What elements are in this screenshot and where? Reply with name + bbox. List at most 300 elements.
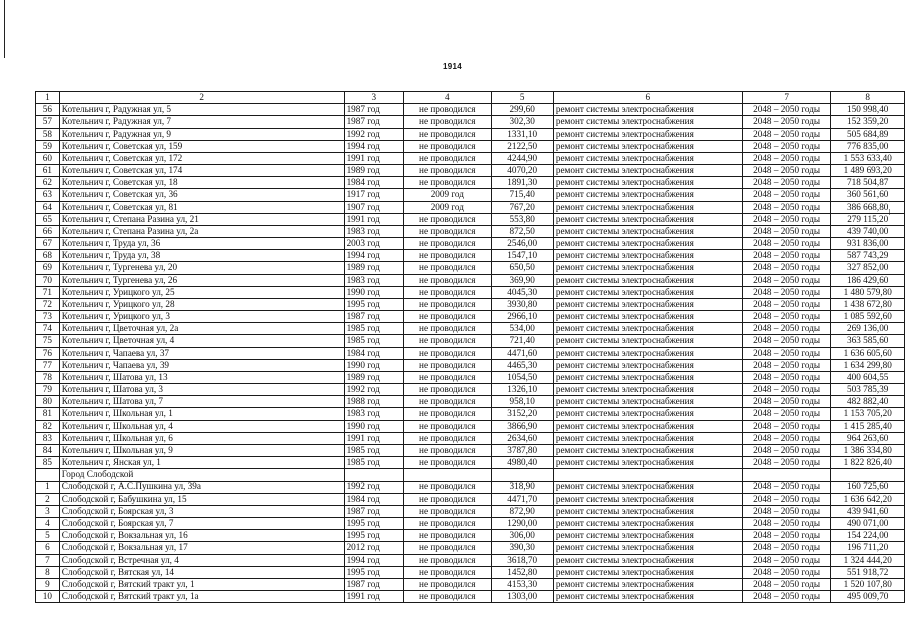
build-year-cell: 1990 год (344, 420, 404, 432)
last-repair-year-cell: не проводился (404, 359, 491, 371)
table-row (36, 140, 905, 152)
row-number-cell: 77 (36, 359, 60, 371)
column-number-row (36, 92, 905, 104)
table-row (36, 238, 905, 250)
area-cell: 4244,90 (491, 152, 553, 164)
build-year-cell: 1989 год (344, 262, 404, 274)
planned-period-cell: 2048 – 2050 годы (742, 286, 831, 298)
row-number-cell: 4 (36, 518, 60, 530)
planned-period-cell: 2048 – 2050 годы (742, 518, 831, 530)
row-number-cell: 3 (36, 505, 60, 517)
last-repair-year-cell: не проводился (404, 444, 491, 456)
planned-period-cell: 2048 – 2050 годы (742, 213, 831, 225)
work-type-cell: ремонт системы электроснабжения (553, 505, 742, 517)
cost-cell: 150 998,40 (831, 104, 905, 116)
planned-period-cell: 2048 – 2050 годы (742, 165, 831, 177)
planned-period-cell: 2048 – 2050 годы (742, 104, 831, 116)
last-repair-year-cell: не проводился (404, 323, 491, 335)
build-year-cell: 1983 год (344, 225, 404, 237)
last-repair-year-cell: не проводился (404, 335, 491, 347)
address-cell: Слободской г, Боярская ул, 3 (59, 505, 344, 517)
column-number-1: 1 (36, 92, 60, 104)
work-type-cell: ремонт системы электроснабжения (553, 274, 742, 286)
cost-cell: 152 359,20 (831, 116, 905, 128)
table-row (36, 152, 905, 164)
section-empty-cell (831, 469, 905, 481)
work-type-cell: ремонт системы электроснабжения (553, 262, 742, 274)
planned-period-cell: 2048 – 2050 годы (742, 189, 831, 201)
last-repair-year-cell: не проводился (404, 165, 491, 177)
table-row (36, 116, 905, 128)
row-number-cell: 64 (36, 201, 60, 213)
planned-period-cell: 2048 – 2050 годы (742, 578, 831, 590)
table-row (36, 274, 905, 286)
row-number-cell: 72 (36, 298, 60, 310)
row-number-cell: 80 (36, 396, 60, 408)
planned-period-cell: 2048 – 2050 годы (742, 505, 831, 517)
planned-period-cell: 2048 – 2050 годы (742, 250, 831, 262)
address-cell: Котельнич г, Урицкого ул, 28 (59, 298, 344, 310)
table-row (36, 359, 905, 371)
last-repair-year-cell: не проводился (404, 432, 491, 444)
column-number-7: 7 (742, 92, 831, 104)
build-year-cell: 1992 год (344, 384, 404, 396)
area-cell: 715,40 (491, 189, 553, 201)
last-repair-year-cell: не проводился (404, 128, 491, 140)
row-number-cell: 82 (36, 420, 60, 432)
row-number-cell: 58 (36, 128, 60, 140)
last-repair-year-cell: не проводился (404, 286, 491, 298)
address-cell: Слободской г, А.С.Пушкина ул, 39а (59, 481, 344, 493)
row-number-cell: 7 (36, 554, 60, 566)
work-type-cell: ремонт системы электроснабжения (553, 177, 742, 189)
address-cell: Котельнич г, Тургенева ул, 26 (59, 274, 344, 286)
cost-cell: 1 415 285,40 (831, 420, 905, 432)
table-body (36, 92, 905, 603)
work-type-cell: ремонт системы электроснабжения (553, 286, 742, 298)
section-empty-cell (344, 469, 404, 481)
work-type-cell: ремонт системы электроснабжения (553, 408, 742, 420)
last-repair-year-cell: не проводился (404, 347, 491, 359)
work-type-cell: ремонт системы электроснабжения (553, 518, 742, 530)
cost-cell: 1 634 299,80 (831, 359, 905, 371)
cost-cell: 587 743,29 (831, 250, 905, 262)
cost-cell: 154 224,00 (831, 530, 905, 542)
build-year-cell: 1985 год (344, 457, 404, 469)
area-cell: 4471,70 (491, 493, 553, 505)
column-number-5: 5 (491, 92, 553, 104)
row-number-cell: 56 (36, 104, 60, 116)
address-cell: Котельнич г, Шатова ул, 13 (59, 371, 344, 383)
cost-cell: 269 136,00 (831, 323, 905, 335)
area-cell: 2634,60 (491, 432, 553, 444)
address-cell: Котельнич г, Школьная ул, 6 (59, 432, 344, 444)
row-number-cell: 66 (36, 225, 60, 237)
build-year-cell: 1983 год (344, 274, 404, 286)
area-cell: 1452,80 (491, 566, 553, 578)
row-number-cell: 69 (36, 262, 60, 274)
last-repair-year-cell: 2009 год (404, 201, 491, 213)
area-cell: 1331,10 (491, 128, 553, 140)
row-number-cell: 2 (36, 493, 60, 505)
work-type-cell: ремонт системы электроснабжения (553, 116, 742, 128)
area-cell: 302,30 (491, 116, 553, 128)
last-repair-year-cell: не проводился (404, 213, 491, 225)
row-number-cell: 62 (36, 177, 60, 189)
table-row (36, 505, 905, 517)
row-number-cell: 61 (36, 165, 60, 177)
table-row (36, 250, 905, 262)
section-empty-cell (404, 469, 491, 481)
cost-cell: 482 882,40 (831, 396, 905, 408)
cost-cell: 1 153 705,20 (831, 408, 905, 420)
planned-period-cell: 2048 – 2050 годы (742, 323, 831, 335)
table-row (36, 554, 905, 566)
last-repair-year-cell: не проводился (404, 371, 491, 383)
build-year-cell: 1983 год (344, 408, 404, 420)
area-cell: 872,50 (491, 225, 553, 237)
planned-period-cell: 2048 – 2050 годы (742, 554, 831, 566)
table-row (36, 213, 905, 225)
column-number-3: 3 (344, 92, 404, 104)
planned-period-cell: 2048 – 2050 годы (742, 371, 831, 383)
address-cell: Котельнич г, Тургенева ул, 20 (59, 262, 344, 274)
cost-cell: 439 941,60 (831, 505, 905, 517)
build-year-cell: 1984 год (344, 347, 404, 359)
area-cell: 4153,30 (491, 578, 553, 590)
address-cell: Котельнич г, Советская ул, 159 (59, 140, 344, 152)
area-cell: 1054,50 (491, 371, 553, 383)
last-repair-year-cell: не проводился (404, 457, 491, 469)
address-cell: Котельнич г, Советская ул, 81 (59, 201, 344, 213)
address-cell: Слободской г, Вятский тракт ул, 1 (59, 578, 344, 590)
area-cell: 369,90 (491, 274, 553, 286)
table-row (36, 384, 905, 396)
row-number-cell: 85 (36, 457, 60, 469)
page-number: 1914 (443, 62, 462, 71)
row-number-cell: 81 (36, 408, 60, 420)
work-type-cell: ремонт системы электроснабжения (553, 225, 742, 237)
cost-cell: 964 263,60 (831, 432, 905, 444)
cost-cell: 551 918,72 (831, 566, 905, 578)
address-cell: Слободской г, Вокзальная ул, 16 (59, 530, 344, 542)
area-cell: 1326,10 (491, 384, 553, 396)
build-year-cell: 1987 год (344, 505, 404, 517)
area-cell: 872,90 (491, 505, 553, 517)
work-type-cell: ремонт системы электроснабжения (553, 591, 742, 603)
work-type-cell: ремонт системы электроснабжения (553, 554, 742, 566)
address-cell: Котельнич г, Степана Разина ул, 21 (59, 213, 344, 225)
address-cell: Котельнич г, Цветочная ул, 4 (59, 335, 344, 347)
work-type-cell: ремонт системы электроснабжения (553, 189, 742, 201)
build-year-cell: 1985 год (344, 335, 404, 347)
last-repair-year-cell: не проводился (404, 238, 491, 250)
build-year-cell: 1987 год (344, 116, 404, 128)
table-row (36, 481, 905, 493)
table-row (36, 566, 905, 578)
area-cell: 721,40 (491, 335, 553, 347)
table-row (36, 518, 905, 530)
address-cell: Котельнич г, Советская ул, 36 (59, 189, 344, 201)
table-row (36, 311, 905, 323)
work-type-cell: ремонт системы электроснабжения (553, 238, 742, 250)
cost-cell: 1 553 633,40 (831, 152, 905, 164)
last-repair-year-cell: не проводился (404, 104, 491, 116)
table-row (36, 444, 905, 456)
planned-period-cell: 2048 – 2050 годы (742, 335, 831, 347)
planned-period-cell: 2048 – 2050 годы (742, 140, 831, 152)
planned-period-cell: 2048 – 2050 годы (742, 481, 831, 493)
planned-period-cell: 2048 – 2050 годы (742, 566, 831, 578)
cost-cell: 360 561,60 (831, 189, 905, 201)
build-year-cell: 1987 год (344, 104, 404, 116)
work-type-cell: ремонт системы электроснабжения (553, 359, 742, 371)
last-repair-year-cell: не проводился (404, 225, 491, 237)
address-cell: Котельнич г, Советская ул, 174 (59, 165, 344, 177)
table-row (36, 591, 905, 603)
table-row (36, 542, 905, 554)
cost-cell: 776 835,00 (831, 140, 905, 152)
work-type-cell: ремонт системы электроснабжения (553, 542, 742, 554)
table-row (36, 104, 905, 116)
planned-period-cell: 2048 – 2050 годы (742, 384, 831, 396)
build-year-cell: 1995 год (344, 298, 404, 310)
row-number-cell: 63 (36, 189, 60, 201)
area-cell: 534,00 (491, 323, 553, 335)
cost-cell: 363 585,60 (831, 335, 905, 347)
cost-cell: 279 115,20 (831, 213, 905, 225)
work-type-cell: ремонт системы электроснабжения (553, 298, 742, 310)
build-year-cell: 1991 год (344, 213, 404, 225)
last-repair-year-cell: не проводился (404, 384, 491, 396)
build-year-cell: 1985 год (344, 444, 404, 456)
area-cell: 4980,40 (491, 457, 553, 469)
row-number-cell: 5 (36, 530, 60, 542)
planned-period-cell: 2048 – 2050 годы (742, 238, 831, 250)
build-year-cell: 1994 год (344, 250, 404, 262)
planned-period-cell: 2048 – 2050 годы (742, 396, 831, 408)
cost-cell: 495 009,70 (831, 591, 905, 603)
work-type-cell: ремонт системы электроснабжения (553, 371, 742, 383)
area-cell: 1303,00 (491, 591, 553, 603)
section-title: Город Слободской (59, 469, 344, 481)
row-number-cell: 75 (36, 335, 60, 347)
table-row (36, 396, 905, 408)
address-cell: Котельнич г, Советская ул, 18 (59, 177, 344, 189)
cost-cell: 1 324 444,20 (831, 554, 905, 566)
planned-period-cell: 2048 – 2050 годы (742, 457, 831, 469)
build-year-cell: 1917 год (344, 189, 404, 201)
work-type-cell: ремонт системы электроснабжения (553, 566, 742, 578)
last-repair-year-cell: не проводился (404, 493, 491, 505)
work-type-cell: ремонт системы электроснабжения (553, 128, 742, 140)
address-cell: Котельнич г, Степана Разина ул, 2а (59, 225, 344, 237)
area-cell: 650,50 (491, 262, 553, 274)
build-year-cell: 1987 год (344, 578, 404, 590)
last-repair-year-cell: не проводился (404, 298, 491, 310)
table-row (36, 189, 905, 201)
planned-period-cell: 2048 – 2050 годы (742, 542, 831, 554)
area-cell: 3930,80 (491, 298, 553, 310)
cost-cell: 1 085 592,60 (831, 311, 905, 323)
work-type-cell: ремонт системы электроснабжения (553, 323, 742, 335)
build-year-cell: 1984 год (344, 177, 404, 189)
last-repair-year-cell: не проводился (404, 177, 491, 189)
table-row (36, 201, 905, 213)
address-cell: Котельнич г, Янская ул, 1 (59, 457, 344, 469)
row-number-cell: 1 (36, 481, 60, 493)
build-year-cell: 1907 год (344, 201, 404, 213)
area-cell: 3866,90 (491, 420, 553, 432)
row-number-cell: 60 (36, 152, 60, 164)
last-repair-year-cell: не проводился (404, 578, 491, 590)
cost-cell: 196 711,20 (831, 542, 905, 554)
address-cell: Слободской г, Бабушкина ул, 15 (59, 493, 344, 505)
last-repair-year-cell: не проводился (404, 566, 491, 578)
last-repair-year-cell: не проводился (404, 396, 491, 408)
build-year-cell: 1992 год (344, 481, 404, 493)
cost-cell: 1 636 642,20 (831, 493, 905, 505)
work-type-cell: ремонт системы электроснабжения (553, 152, 742, 164)
area-cell: 4045,30 (491, 286, 553, 298)
last-repair-year-cell: 2009 год (404, 189, 491, 201)
address-cell: Котельнич г, Школьная ул, 4 (59, 420, 344, 432)
planned-period-cell: 2048 – 2050 годы (742, 262, 831, 274)
area-cell: 1547,10 (491, 250, 553, 262)
address-cell: Котельнич г, Советская ул, 172 (59, 152, 344, 164)
build-year-cell: 1990 год (344, 286, 404, 298)
section-number-cell (36, 469, 60, 481)
work-type-cell: ремонт системы электроснабжения (553, 347, 742, 359)
cost-cell: 1 480 579,80 (831, 286, 905, 298)
address-cell: Котельнич г, Радужная ул, 9 (59, 128, 344, 140)
planned-period-cell: 2048 – 2050 годы (742, 359, 831, 371)
row-number-cell: 67 (36, 238, 60, 250)
build-year-cell: 1989 год (344, 371, 404, 383)
last-repair-year-cell: не проводился (404, 530, 491, 542)
work-type-cell: ремонт системы электроснабжения (553, 165, 742, 177)
address-cell: Котельнич г, Чапаева ул, 39 (59, 359, 344, 371)
row-number-cell: 59 (36, 140, 60, 152)
cost-cell: 1 822 826,40 (831, 457, 905, 469)
section-empty-cell (491, 469, 553, 481)
last-repair-year-cell: не проводился (404, 262, 491, 274)
cost-cell: 1 520 107,80 (831, 578, 905, 590)
table-row (36, 493, 905, 505)
address-cell: Слободской г, Встречная ул, 4 (59, 554, 344, 566)
row-number-cell: 70 (36, 274, 60, 286)
address-cell: Котельнич г, Радужная ул, 7 (59, 116, 344, 128)
area-cell: 958,10 (491, 396, 553, 408)
cost-cell: 505 684,89 (831, 128, 905, 140)
row-number-cell: 78 (36, 371, 60, 383)
area-cell: 767,20 (491, 201, 553, 213)
build-year-cell: 1991 год (344, 152, 404, 164)
address-cell: Слободской г, Вятская ул, 14 (59, 566, 344, 578)
area-cell: 4471,60 (491, 347, 553, 359)
cost-cell: 718 504,87 (831, 177, 905, 189)
row-number-cell: 73 (36, 311, 60, 323)
planned-period-cell: 2048 – 2050 годы (742, 201, 831, 213)
area-cell: 318,90 (491, 481, 553, 493)
row-number-cell: 9 (36, 578, 60, 590)
last-repair-year-cell: не проводился (404, 481, 491, 493)
area-cell: 1891,30 (491, 177, 553, 189)
planned-period-cell: 2048 – 2050 годы (742, 298, 831, 310)
table-row (36, 432, 905, 444)
row-number-cell: 8 (36, 566, 60, 578)
build-year-cell: 1991 год (344, 591, 404, 603)
table-row (36, 335, 905, 347)
table-row (36, 286, 905, 298)
cost-cell: 1 386 334,80 (831, 444, 905, 456)
planned-period-cell: 2048 – 2050 годы (742, 408, 831, 420)
build-year-cell: 2003 год (344, 238, 404, 250)
table-row (36, 408, 905, 420)
table-row (36, 457, 905, 469)
build-year-cell: 1994 год (344, 554, 404, 566)
planned-period-cell: 2048 – 2050 годы (742, 530, 831, 542)
work-type-cell: ремонт системы электроснабжения (553, 311, 742, 323)
last-repair-year-cell: не проводился (404, 591, 491, 603)
section-empty-cell (553, 469, 742, 481)
address-cell: Слободской г, Вятский тракт ул, 1а (59, 591, 344, 603)
last-repair-year-cell: не проводился (404, 505, 491, 517)
work-type-cell: ремонт системы электроснабжения (553, 335, 742, 347)
address-cell: Слободской г, Боярская ул, 7 (59, 518, 344, 530)
cost-cell: 931 836,00 (831, 238, 905, 250)
last-repair-year-cell: не проводился (404, 408, 491, 420)
address-cell: Котельнич г, Труда ул, 36 (59, 238, 344, 250)
area-cell: 299,60 (491, 104, 553, 116)
planned-period-cell: 2048 – 2050 годы (742, 128, 831, 140)
section-empty-cell (742, 469, 831, 481)
work-type-cell: ремонт системы электроснабжения (553, 457, 742, 469)
area-cell: 2122,50 (491, 140, 553, 152)
last-repair-year-cell: не проводился (404, 250, 491, 262)
address-cell: Котельнич г, Урицкого ул, 25 (59, 286, 344, 298)
address-cell: Котельнич г, Чапаева ул, 37 (59, 347, 344, 359)
build-year-cell: 1995 год (344, 566, 404, 578)
address-cell: Котельнич г, Радужная ул, 5 (59, 104, 344, 116)
cost-cell: 1 489 693,20 (831, 165, 905, 177)
work-type-cell: ремонт системы электроснабжения (553, 140, 742, 152)
build-year-cell: 1995 год (344, 530, 404, 542)
build-year-cell: 1987 год (344, 311, 404, 323)
build-year-cell: 1985 год (344, 323, 404, 335)
housing-repair-table (35, 91, 905, 603)
column-number-6: 6 (553, 92, 742, 104)
build-year-cell: 1990 год (344, 359, 404, 371)
row-number-cell: 57 (36, 116, 60, 128)
row-number-cell: 79 (36, 384, 60, 396)
planned-period-cell: 2048 – 2050 годы (742, 225, 831, 237)
area-cell: 4465,30 (491, 359, 553, 371)
cost-cell: 186 429,60 (831, 274, 905, 286)
planned-period-cell: 2048 – 2050 годы (742, 177, 831, 189)
last-repair-year-cell: не проводился (404, 311, 491, 323)
cost-cell: 1 636 605,60 (831, 347, 905, 359)
last-repair-year-cell: не проводился (404, 152, 491, 164)
cost-cell: 490 071,00 (831, 518, 905, 530)
work-type-cell: ремонт системы электроснабжения (553, 432, 742, 444)
work-type-cell: ремонт системы электроснабжения (553, 530, 742, 542)
last-repair-year-cell: не проводился (404, 116, 491, 128)
planned-period-cell: 2048 – 2050 годы (742, 493, 831, 505)
work-type-cell: ремонт системы электроснабжения (553, 213, 742, 225)
area-cell: 1290,00 (491, 518, 553, 530)
area-cell: 2546,00 (491, 238, 553, 250)
